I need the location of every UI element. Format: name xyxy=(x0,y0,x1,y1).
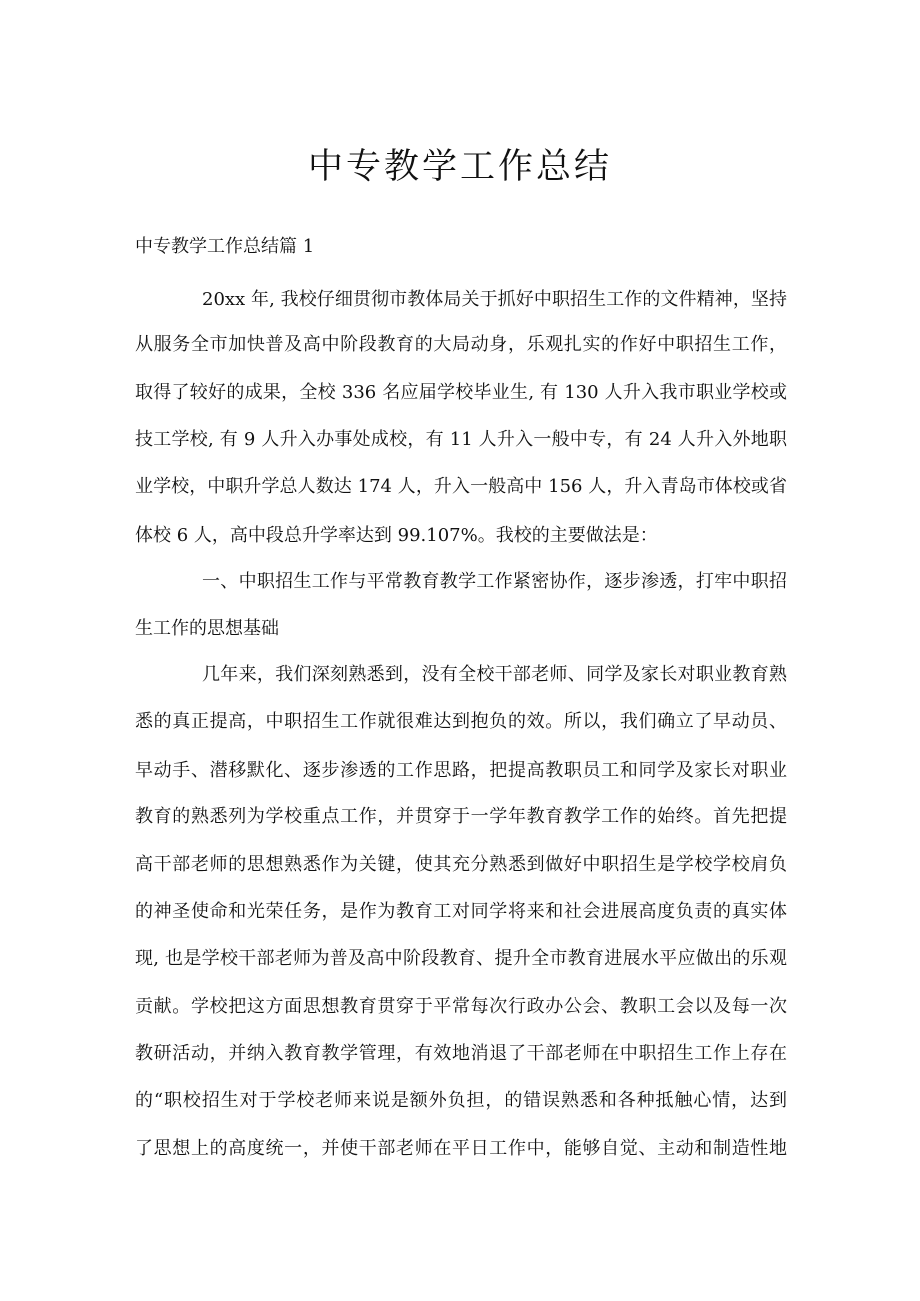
paragraph-line: 20xx 年, 我校仔细贯彻市教体局关于抓好中职招生工作的文件精神，坚持 xyxy=(202,289,787,310)
paragraph-line: 的“职校招生对于学校老师来说是额外负担，的错误熟悉和各种抵触心情，达到 xyxy=(135,1090,787,1111)
paragraph-line: 悉的真正提高，中职招生工作就很难达到抱负的效。所以，我们确立了早动员、 xyxy=(135,711,787,732)
paragraph-line: 体校 6 人，高中段总升学率达到 99.107%。我校的主要做法是： xyxy=(135,525,658,546)
paragraph-line: 贡献。学校把这方面思想教育贯穿于平常每次行政办公会、教职工会以及每一次 xyxy=(135,996,787,1017)
paragraph-line: 了思想上的高度统一，并使干部老师在平日工作中，能够自觉、主动和制造性地 xyxy=(135,1138,787,1159)
paragraph-line: 的神圣使命和光荣任务，是作为教育工对同学将来和社会进展高度负责的真实体 xyxy=(135,901,787,922)
document-title: 中专教学工作总结 xyxy=(307,147,612,187)
paragraph-line: 技工学校, 有 9 人升入办事处成校，有 11 人升入一般中专，有 24 人升入外地职 xyxy=(135,429,787,450)
paragraph-line: 现, 也是学校干部老师为普及高中阶段教育、提升全市教育进展水平应做出的乐观 xyxy=(135,948,787,969)
section-heading-line: 一、中职招生工作与平常教育教学工作紧密协作，逐步渗透，打牢中职招 xyxy=(202,571,787,592)
section-heading-line: 生工作的思想基础 xyxy=(135,618,279,639)
paragraph-line: 业学校，中职升学总人数达 174 人，升入一般高中 156 人，升入青岛市体校或省 xyxy=(135,476,787,497)
paragraph-line: 早动手、潜移默化、逐步渗透的工作思路，把提高教职员工和同学及家长对职业 xyxy=(135,760,787,781)
paragraph-line: 教育的熟悉列为学校重点工作，并贯穿于一学年教育教学工作的始终。首先把提 xyxy=(135,806,787,827)
paragraph-line: 取得了较好的成果，全校 336 名应届学校毕业生, 有 130 人升入我市职业学校或 xyxy=(135,382,787,403)
paragraph-line: 几年来，我们深刻熟悉到，没有全校干部老师、同学及家长对职业教育熟 xyxy=(202,664,787,685)
paragraph-line: 教研活动，并纳入教育教学管理，有效地消退了干部老师在中职招生工作上存在 xyxy=(135,1043,787,1064)
paragraph-line: 高干部老师的思想熟悉作为关键，使其充分熟悉到做好中职招生是学校学校肩负 xyxy=(135,854,787,875)
section-heading: 中专教学工作总结篇 1 xyxy=(135,236,315,257)
paragraph-line: 从服务全市加快普及高中阶段教育的大局动身，乐观扎实的作好中职招生工作， xyxy=(135,334,787,355)
